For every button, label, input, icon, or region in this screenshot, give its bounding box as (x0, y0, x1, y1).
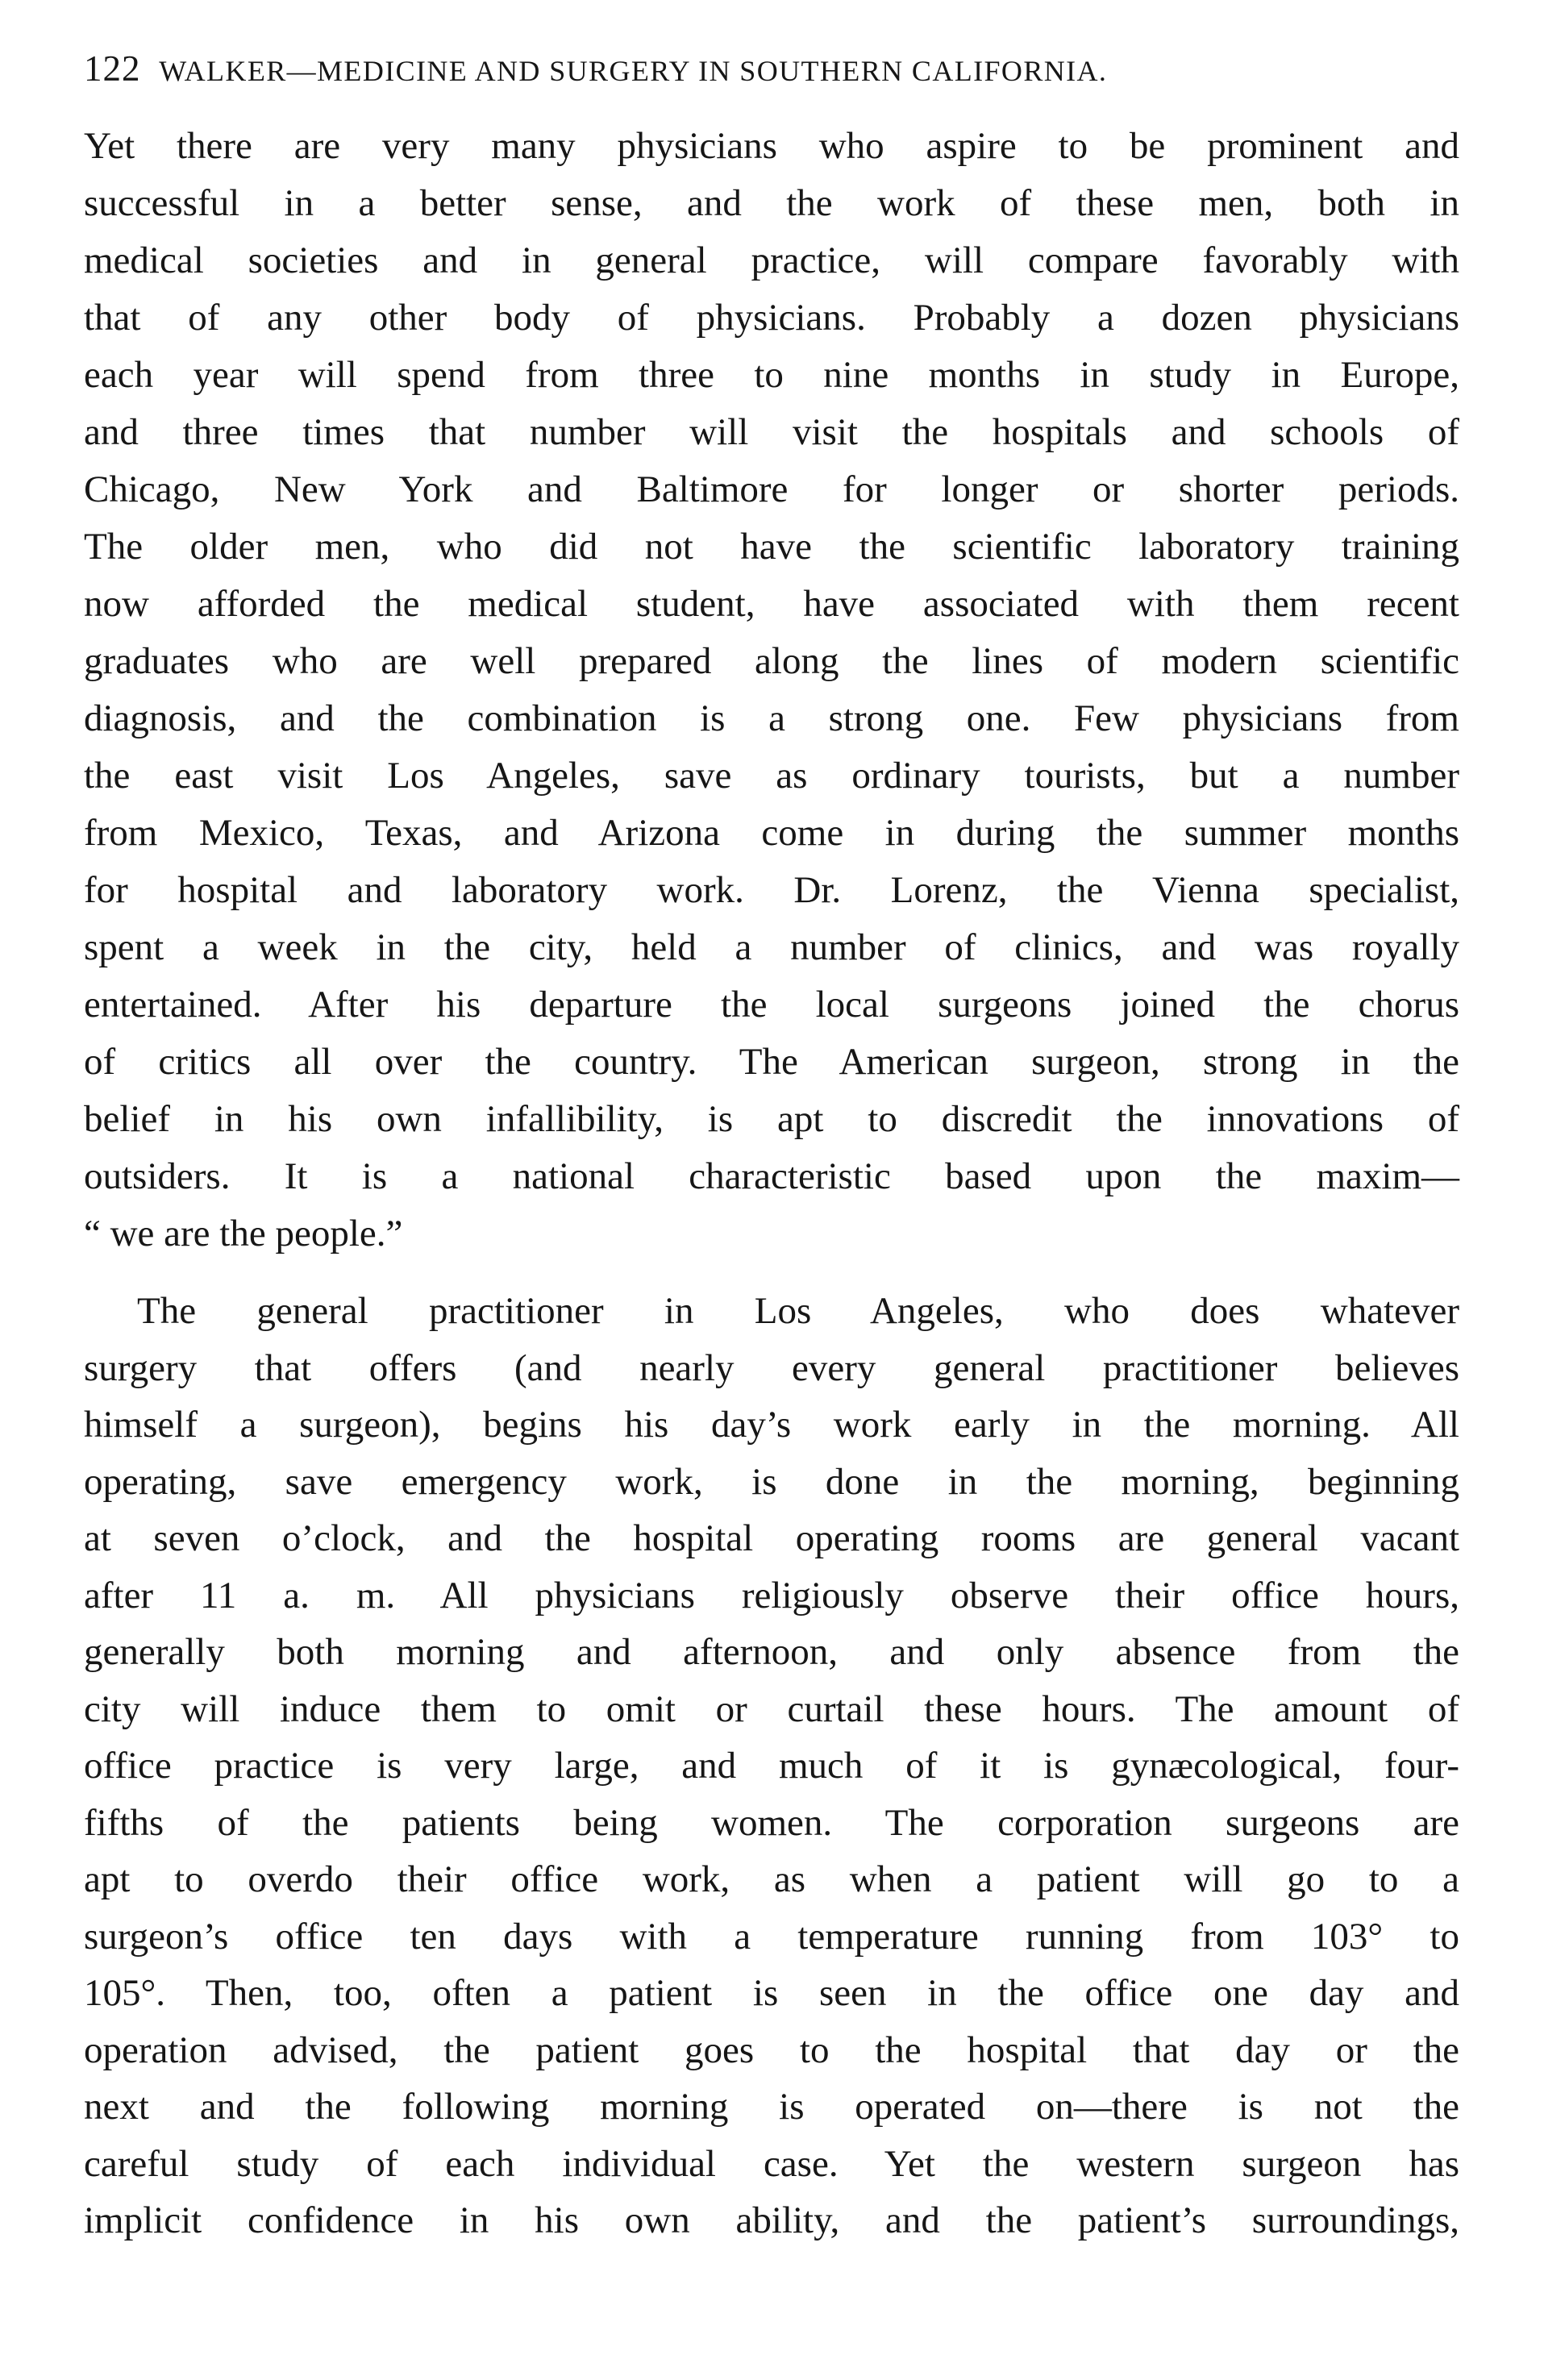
text-line: for hospital and laboratory work. Dr. Lorenz, the Vienna specialist, (84, 869, 1459, 911)
text-line: office practice is very large, and much of it is gynæcological, four- (84, 1745, 1459, 1787)
text-line: operating, save emergency work, is done in the morning, beginning (84, 1460, 1459, 1503)
text-line: entertained. After his departure the local surgeons joined the chorus (84, 984, 1459, 1026)
text-line: the east visit Los Angeles, save as ordinary tourists, but a number (84, 755, 1459, 797)
text-line: after 11 a. m. All physicians religiously observe their office hours, (84, 1574, 1459, 1616)
text-line: at seven o’clock, and the hospital operating rooms are general vacant (84, 1517, 1459, 1559)
text-line: belief in his own infallibility, is apt to discredit the innovations of (84, 1098, 1459, 1140)
text-line: “ we are the people.” (84, 1213, 403, 1254)
text-line: next and the following morning is operated on—there is not the (84, 2086, 1459, 2128)
text-line: diagnosis, and the combination is a strong one. Few physicians from (84, 697, 1459, 739)
text-line: successful in a better sense, and the work of these men, both in (84, 182, 1459, 224)
text-line: apt to overdo their office work, as when a patient will go to a (84, 1858, 1459, 1900)
text-line: The older men, who did not have the scientific laboratory training (84, 526, 1459, 568)
paragraph (84, 118, 1459, 1263)
text-line: surgeon’s office ten days with a temperature running from 103° to (84, 1915, 1459, 1958)
text-line: The general practitioner in Los Angeles, who does whatever (137, 1290, 1459, 1332)
text-line: fifths of the patients being women. The corporation surgeons are (84, 1801, 1459, 1844)
book-page (84, 50, 1459, 2249)
text-line: that of any other body of physicians. Probably a dozen physicians (84, 297, 1459, 339)
text-line: operation advised, the patient goes to the hospital that day or the (84, 2028, 1459, 2071)
text-line: himself a surgeon), begins his day’s work early in the morning. All (84, 1404, 1459, 1446)
running-head (84, 50, 1459, 87)
text-line: now afforded the medical student, have associated with them recent (84, 583, 1459, 625)
text-line: spent a week in the city, held a number of clinics, and was royally (84, 926, 1459, 968)
text-line: careful study of each individual case. Yet the western surgeon has (84, 2142, 1459, 2185)
text-line: 105°. Then, too, often a patient is seen in the office one day and (84, 1972, 1459, 2014)
text-line: medical societies and in general practice, will compare favorably with (84, 239, 1459, 281)
text-line: Yet there are very many physicians who aspire to be prominent and (84, 125, 1459, 167)
text-line: surgery that offers (and nearly every general practitioner believes (84, 1346, 1459, 1389)
running-title: WALKER—MEDICINE AND SURGERY IN SOUTHERN CALIFORNIA. (159, 55, 1108, 87)
paragraph (84, 1283, 1459, 2249)
text-line: from Mexico, Texas, and Arizona come in during the summer months (84, 812, 1459, 854)
text-line: Chicago, New York and Baltimore for longer or shorter periods. (84, 468, 1459, 510)
text-line: generally both morning and afternoon, and only absence from the (84, 1631, 1459, 1673)
text-line: of critics all over the country. The American surgeon, strong in the (84, 1041, 1459, 1083)
text-line: implicit confidence in his own ability, and the patient’s surroundings, (84, 2199, 1459, 2241)
text-line: graduates who are well prepared along the lines of modern scientific (84, 640, 1459, 682)
text-line: each year will spend from three to nine months in study in Europe, (84, 354, 1459, 396)
page-number: 122 (84, 48, 141, 89)
text-line: and three times that number will visit the hospitals and schools of (84, 411, 1459, 453)
text-line: outsiders. It is a national characteristic based upon the maxim— (84, 1155, 1459, 1197)
text-line: city will induce them to omit or curtail these hours. The amount of (84, 1687, 1459, 1730)
